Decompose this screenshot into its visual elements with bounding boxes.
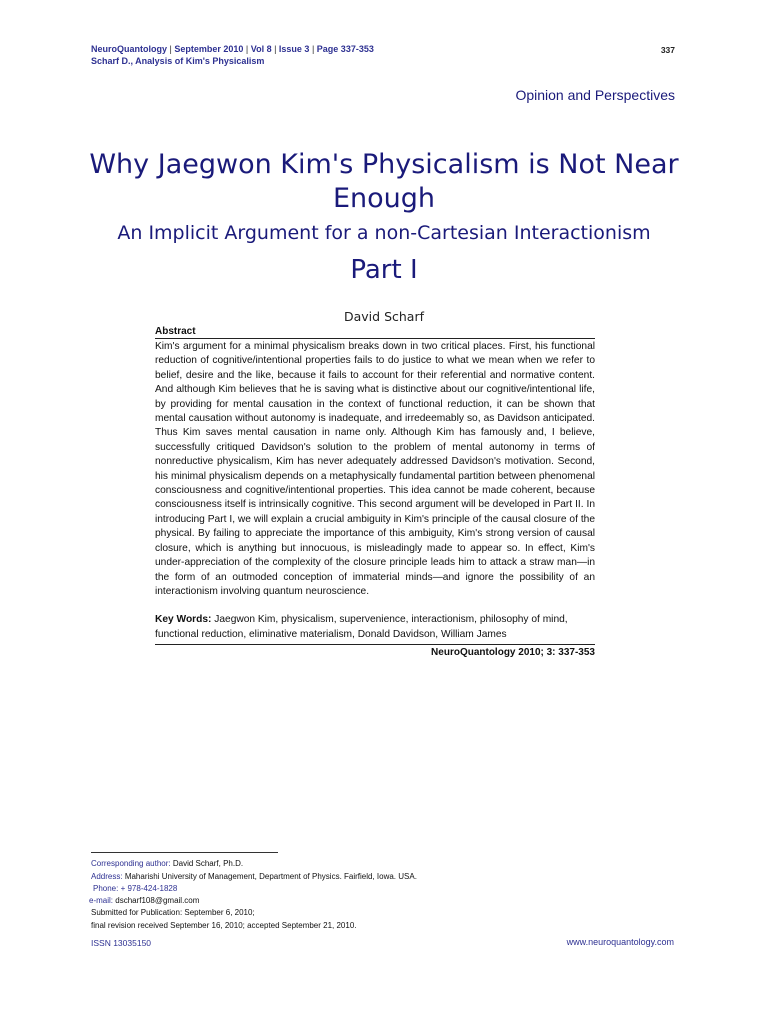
article-subtitle: An Implicit Argument for a non-Cartesian Interactionism: [117, 222, 651, 244]
abstract-text: Kim's argument for a minimal physicalism breaks down in two critical places. First, his functional reduction of cognitive/intentional properties fails to do justice to what we mean when we refer to belief, desire and the like, because it fails to account for their referential and normative content. And although Kim believes that he is saving what is distinctive about our cognitive/intentional life, by providing for mental causation in the context of functional reduction, it can be shown that mental causation without autonomy is inadequate, and irredeemably so, as Davidson anticipated. Thus Kim saves mental causation in name only. Although Kim has famously and, I believe, successfully critiqued Davidson's solution to the problem of mental autonomy in terms of nonreductive physicalism, Kim has never adequately addressed Davidson's motivation. Second, his minimal physicalism depends on a metaphysically fundamental partition between phenomenal consciousness and cognitive/intentional properties. This idea cannot be made coherent, because consciousness itself is intrinsically cognitive. This second argument will be developed in Part II. In introducing Part I, we will explain a crucial ambiguity in Kim's principle of the causal closure of the physical. By failing to appreciate the importance of this ambiguity, Kim's strong version of causal closure, which is anything but innocuous, is misleadingly made to appear so. In effect, Kim's under-appreciation of the complexity of the closure principle leads him to attack a straw man—in the form of an outmoded conception of immaterial minds—and ignore the possibility of an interactionism involving quantum neuroscience.: [155, 341, 595, 597]
email-link[interactable]: dscharf108@gmail.com: [115, 896, 200, 905]
footnote-address: Address: Maharishi University of Management, Department of Physics. Fairfield, Iowa. USA.: [91, 872, 417, 881]
volume: Vol 8: [250, 44, 272, 54]
journal-name: NeuroQuantology: [91, 44, 167, 54]
issn: ISSN 13035150: [91, 938, 152, 948]
running-header-article: Scharf D., Analysis of Kim's Physicalism: [91, 56, 265, 66]
author-name: David Scharf: [344, 309, 424, 324]
citation: NeuroQuantology 2010; 3: 337-353: [431, 647, 595, 659]
abstract-box: [155, 326, 595, 658]
page-number: 337: [660, 45, 675, 55]
running-header-journal: NeuroQuantology | September 2010 | Vol 8 | Issue 3 | Page 337-353: [91, 44, 374, 54]
article-part: Part I: [350, 255, 418, 285]
section-label: Opinion and Perspectives: [515, 87, 675, 103]
journal-website-link[interactable]: www.neuroquantology.com: [566, 937, 674, 947]
footnote-submitted: Submitted for Publication: September 6, 2010;: [91, 908, 255, 917]
issue-number: Issue 3: [278, 44, 310, 54]
footnote-divider: [91, 852, 278, 853]
abstract-heading: Abstract: [155, 326, 595, 339]
keywords-label: Key Words:: [155, 614, 212, 626]
keywords: [155, 613, 595, 645]
article-title: Why Jaegwon Kim's Physicalism is Not Near Enough: [89, 149, 679, 214]
issue-date: September 2010: [174, 44, 244, 54]
footnote-phone: Phone: + 978-424-1828: [93, 884, 178, 893]
footnote-email: e-mail: dscharf108@gmail.com: [89, 896, 200, 905]
footnote-corresponding-author: Corresponding author: David Scharf, Ph.D.: [91, 859, 244, 868]
footnote-revision: final revision received September 16, 2010; accepted September 21, 2010.: [91, 921, 357, 930]
keywords-list: Jaegwon Kim, physicalism, supervenience, interactionism, philosophy of mind, functional reduction, eliminative materialism, Donald Davidson, William James: [155, 614, 568, 640]
page-range: Page 337-353: [316, 44, 374, 54]
